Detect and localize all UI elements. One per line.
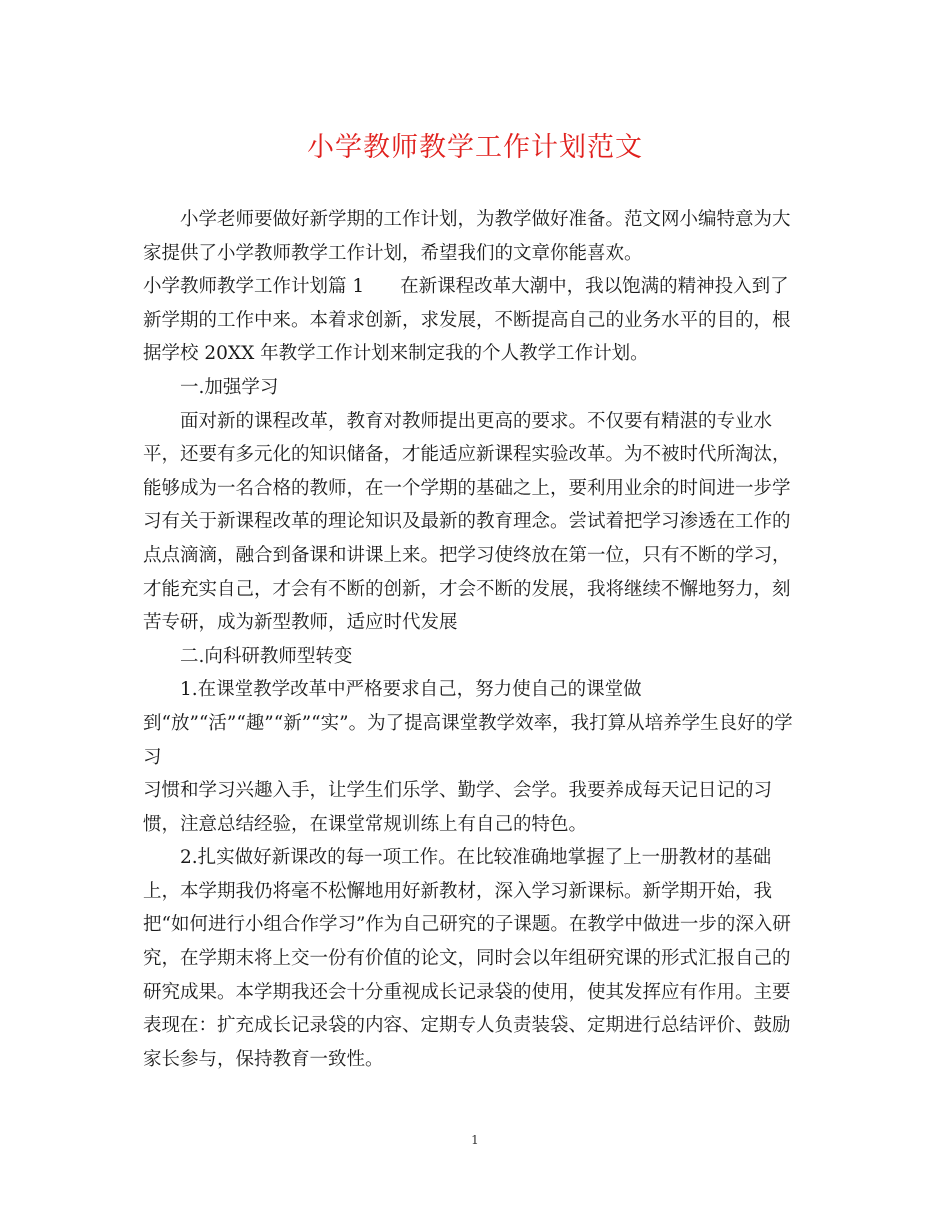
p3-line: 上，本学期我仍将毫不松懈地用好新教材，深入学习新课标。新学期开始，我 xyxy=(143,880,773,902)
p2-line: 1.在课堂教学改革中严格要求自己，努力使自己的课堂做 xyxy=(180,679,642,701)
p1-line: 苦专研，成为新型教师，适应时代发展 xyxy=(143,612,458,634)
section-lead-line-1 xyxy=(143,270,805,304)
p1-line: 能够成为一名合格的教师，在一个学期的基础之上，要利用业余的时间进一步学 xyxy=(143,477,791,499)
document-body xyxy=(143,203,805,1076)
section-heading: 小学教师教学工作计划篇 1 xyxy=(143,276,365,298)
section-lead-line-2: 新学期的工作中来。本着求创新，求发展，不断提高自己的业务水平的目的，根 xyxy=(143,309,791,331)
section-lead-text: 在新课程改革大潮中，我以饱满的精神投入到了 xyxy=(400,276,789,298)
page-number: 1 xyxy=(471,1133,479,1147)
p2-line: 到“放”“活”“趣”“新”“实”。为了提高课堂教学效率，我打算从培养学生良好的学习 xyxy=(143,712,793,768)
p2-line: 惯，注意总结经验，在课堂常规训练上有自己的特色。 xyxy=(143,813,588,835)
intro-line-2: 家提供了小学教师教学工作计划，希望我们的文章你能喜欢。 xyxy=(143,242,643,264)
p2-line: 习惯和学习兴趣入手，让学生们乐学、勤学、会学。我要养成每天记日记的习 xyxy=(143,780,773,802)
document-title: 小学教师教学工作计划范文 xyxy=(307,132,643,163)
section-lead-line-3: 据学校 20XX 年教学工作计划来制定我的个人教学工作计划。 xyxy=(143,343,649,365)
p3-line: 研究成果。本学期我还会十分重视成长记录袋的使用，使其发挥应有作用。主要 xyxy=(143,981,791,1003)
p3-line: 家长参与，保持教育一致性。 xyxy=(143,1048,384,1070)
p1-line: 平，还要有多元化的知识储备，才能适应新课程实验改革。为不被时代所淘汰， xyxy=(143,444,791,466)
heading-strengthen-study: 一.加强学习 xyxy=(180,376,279,398)
p1-line: 面对新的课程改革，教育对教师提出更高的要求。不仅要有精湛的专业水 xyxy=(180,410,773,432)
p3-line: 2.扎实做好新课改的每一项工作。在比较准确地掌握了上一册教材的基础 xyxy=(180,847,772,869)
p3-line: 究，在学期末将上交一份有价值的论文，同时会以年组研究课的形式汇报自己的 xyxy=(143,948,791,970)
p3-line: 把“如何进行小组合作学习”作为自己研究的子课题。在教学中做进一步的深入研 xyxy=(143,914,791,936)
heading-research-teacher: 二.向科研教师型转变 xyxy=(180,645,353,667)
p1-line: 习有关于新课程改革的理论知识及最新的教育理念。尝试着把学习渗透在工作的 xyxy=(143,511,791,533)
p1-line: 才能充实自己，才会有不断的创新，才会不断的发展，我将继续不懈地努力，刻 xyxy=(143,578,791,600)
p1-line: 点点滴滴，融合到备课和讲课上来。把学习使终放在第一位，只有不断的学习， xyxy=(143,544,791,566)
p3-line: 表现在：扩充成长记录袋的内容、定期专人负责装袋、定期进行总结评价、鼓励 xyxy=(143,1015,791,1037)
intro-line-1: 小学老师要做好新学期的工作计划，为教学做好准备。范文网小编特意为大 xyxy=(180,209,791,230)
